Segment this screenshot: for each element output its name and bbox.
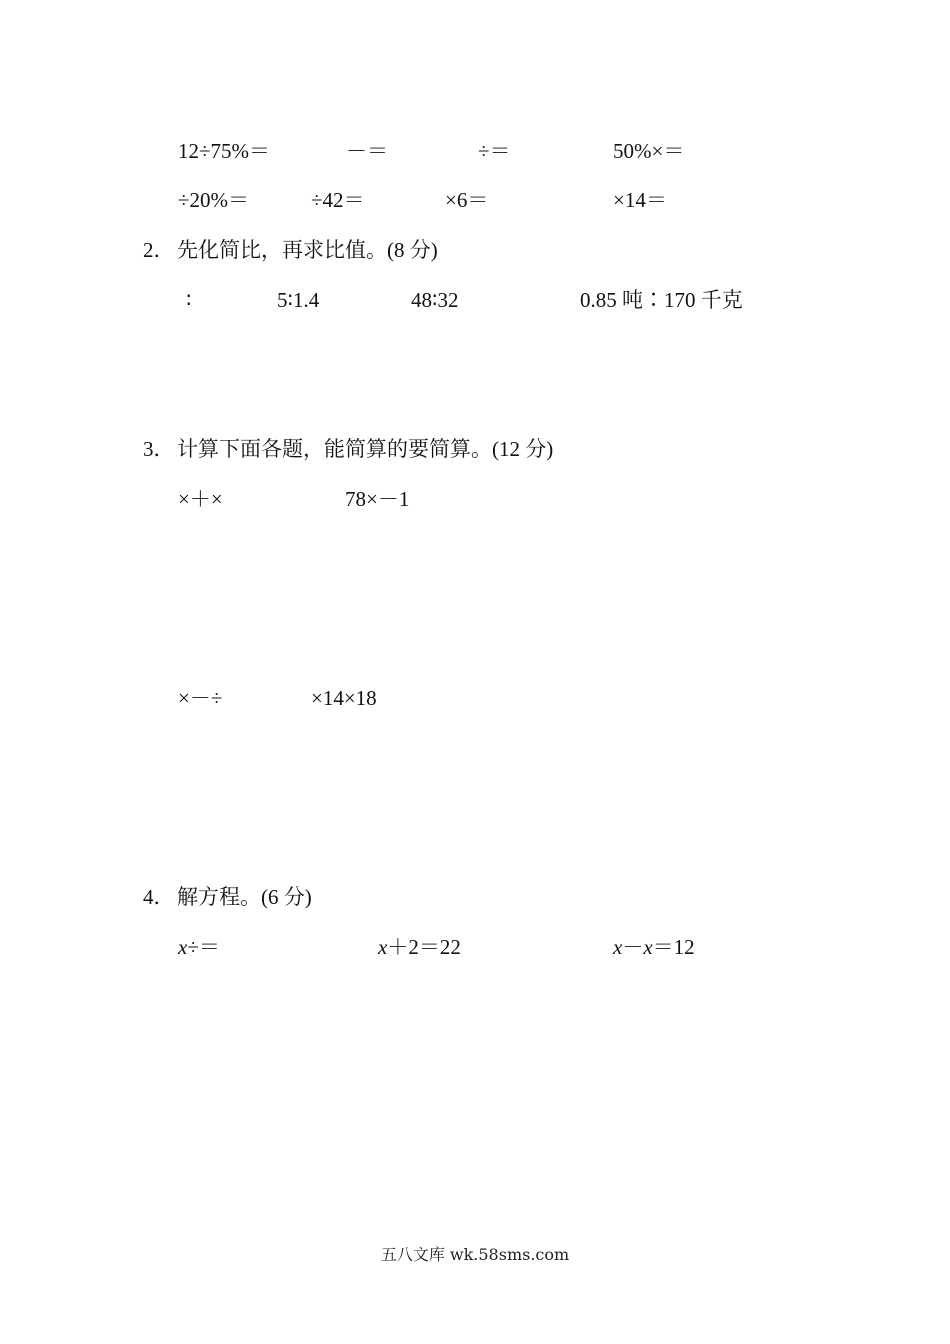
section-title: 计算下面各题，能简算的要简算。(12 分) [177, 437, 554, 461]
equation [178, 935, 220, 959]
section-title: 解方程。(6 分) [177, 885, 312, 909]
variable-x: x [643, 935, 653, 959]
variable-x: x [613, 935, 623, 959]
calc-problem: ×14×18 [311, 686, 377, 710]
equation [378, 935, 461, 959]
calc-item: ÷＝ [478, 139, 511, 163]
ratio-item: 5∶1.4 [277, 288, 320, 312]
section-title: 先化简比，再求比值。(8 分) [177, 238, 438, 262]
ratio-item: 0.85 吨∶170 千克 [580, 288, 743, 312]
variable-x: x [378, 935, 388, 959]
calc-item: ×14＝ [613, 188, 667, 212]
calc-problem: 78×－1 [345, 487, 410, 511]
variable-x: x [178, 935, 188, 959]
calc-item: －＝ [346, 139, 388, 163]
footer-watermark: 五八文库 wk.58sms.com [380, 1245, 570, 1264]
section-number: 3． [143, 437, 175, 461]
ratio-item: 48∶32 [411, 288, 459, 312]
section-number: 4． [143, 885, 175, 909]
calc-item: ÷42＝ [311, 188, 365, 212]
equation-rest: ÷＝ [187, 935, 220, 959]
equation-rest: ＝12 [652, 935, 695, 959]
calc-item: ×6＝ [445, 188, 489, 212]
equation-rest: ＋2＝22 [387, 935, 461, 959]
calc-item: ÷20%＝ [178, 188, 250, 212]
ratio-item: ∶ [186, 288, 192, 312]
section-heading-2 [143, 238, 438, 262]
section-number: 2． [143, 238, 175, 262]
equation [613, 935, 695, 959]
section-heading-4 [143, 885, 312, 909]
section-heading-3 [143, 437, 553, 461]
calc-problem: ×－÷ [178, 686, 223, 710]
calc-problem: ×＋× [178, 487, 223, 511]
calc-item: 12÷75%＝ [178, 139, 271, 163]
equation-operator: － [622, 935, 644, 959]
calc-item: 50%×＝ [613, 139, 685, 163]
